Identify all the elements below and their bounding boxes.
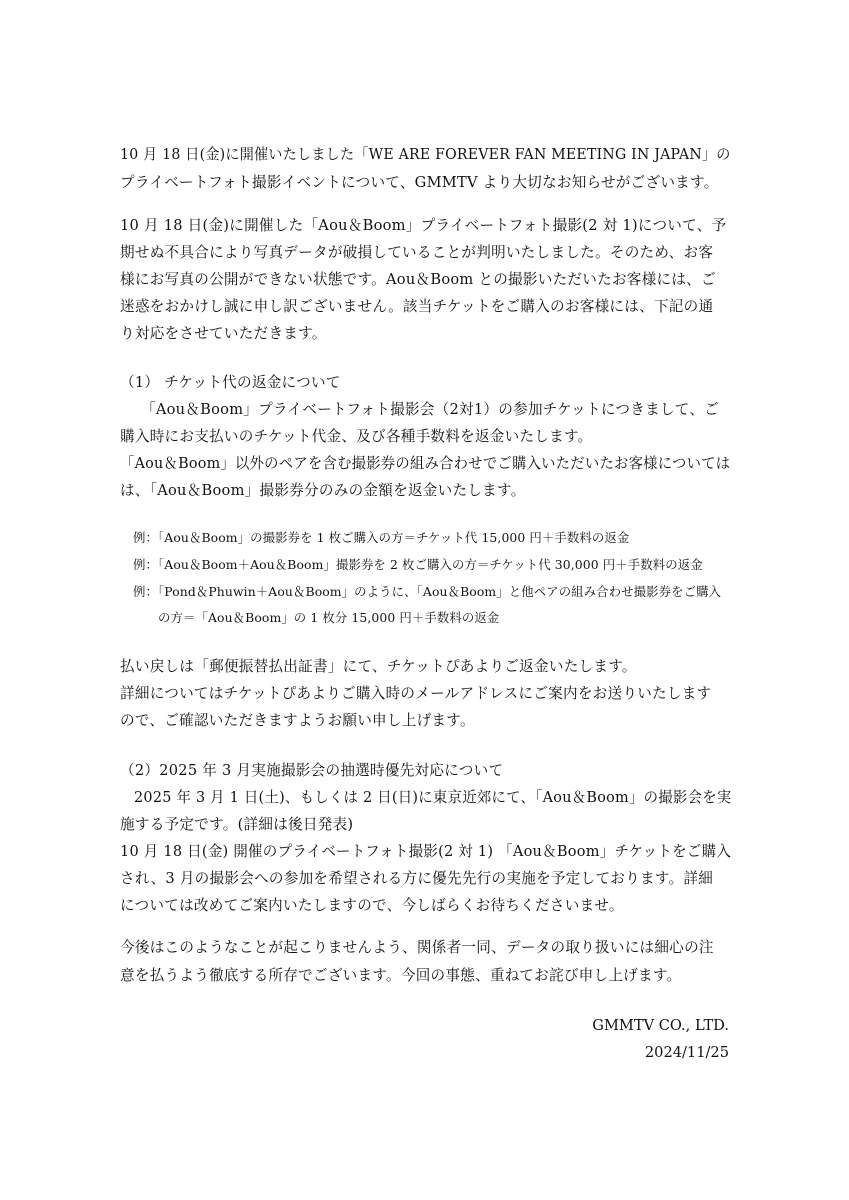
closing-line: 意を払うよう徹底する所存でございます。今回の事態、重ねてお詫び申し上げます。 xyxy=(120,967,682,984)
paragraph-line: り対応をさせていただきます。 xyxy=(120,325,327,342)
refund-line: ので、ご確認いただきますようお願い申し上げます。 xyxy=(120,712,475,729)
paragraph-line: 10 月 18 日(金)に開催した「Aou＆Boom」プライベートフォト撮影(2 対 1)について、予 xyxy=(120,217,727,234)
section-2-heading: （2）2025 年 3 月実施撮影会の抽選時優先対応について xyxy=(120,762,504,779)
closing-line: 今後はこのようなことが起こりませんよう、関係者一同、データの取り扱いには細心の注 xyxy=(120,939,714,956)
section-2-line: 2025 年 3 月 1 日(土)、もしくは 2 日(日)に東京近郊にて、「Aou＆Boom」の撮影会を実 xyxy=(134,789,732,806)
paragraph-line: 期せぬ不具合により写真データが破損していることが判明いたしました。そのため、お客 xyxy=(120,244,714,261)
paragraph-line: 迷惑をおかけし誠に申し訳ございません。該当チケットをご購入のお客様には、下記の通 xyxy=(120,298,714,315)
intro-line: プライベートフォト撮影イベントについて、GMMTV より大切なお知らせがございます。 xyxy=(120,174,719,191)
section-1-line: 「Aou＆Boom」以外のペアを含む撮影券の組み合わせでご購入いただいたお客様については xyxy=(120,455,731,472)
section-2-line: 施する予定です。(詳細は後日発表) xyxy=(120,816,354,833)
refund-line: 払い戻しは「郵便振替払出証書」にて、チケットぴあよりご返金いたします。 xyxy=(120,658,637,675)
signature-date: 2024/11/25 xyxy=(644,1044,729,1061)
section-1-line: は、「Aou＆Boom」撮影券分のみの金額を返金いたします。 xyxy=(120,482,526,499)
example-line: 例：「Aou＆Boom＋Aou＆Boom」撮影券を 2 枚ご購入の方＝チケット代 30,000 円＋手数料の返金 xyxy=(133,557,703,572)
section-2-line: については改めてご案内いたしますので、今しばらくお待ちくださいませ。 xyxy=(120,897,624,914)
intro-line: 10 月 18 日(金)に開催いたしました「WE ARE FOREVER FAN MEETING IN JAPAN」の xyxy=(120,146,731,163)
section-1-line: 「Aou＆Boom」プライベートフォト撮影会（2対1）の参加チケットにつきまして、ご xyxy=(141,401,720,418)
section-1-line: 購入時にお支払いのチケット代金、及び各種手数料を返金いたします。 xyxy=(120,428,593,445)
signature-company: GMMTV CO., LTD. xyxy=(592,1017,729,1034)
example-line: 例：「Pond＆Phuwin＋Aou＆Boom」のように、「Aou＆Boom」と他ペアの組み合わせ撮影券をご購入 xyxy=(133,584,722,599)
section-2-line: され、3 月の撮影会への参加を希望される方に優先先行の実施を予定しております。詳細 xyxy=(120,870,714,887)
refund-line: 詳細についてはチケットぴあよりご購入時のメールアドレスにご案内をお送りいたします xyxy=(120,685,712,702)
section-1-heading: （1） チケット代の返金について xyxy=(120,374,341,391)
section-2-line: 10 月 18 日(金) 開催のプライベートフォト撮影(2 対 1) 「Aou＆Boom」チケットをご購入 xyxy=(120,843,732,860)
example-line: 例：「Aou＆Boom」の撮影券を 1 枚ご購入の方＝チケット代 15,000 円＋手数料の返金 xyxy=(133,530,630,545)
example-line: の方＝「Aou＆Boom」の 1 枚分 15,000 円＋手数料の返金 xyxy=(158,610,500,625)
paragraph-line: 様にお写真の公開ができない状態です。Aou＆Boom との撮影いただいたお客様には、ご xyxy=(120,271,716,288)
